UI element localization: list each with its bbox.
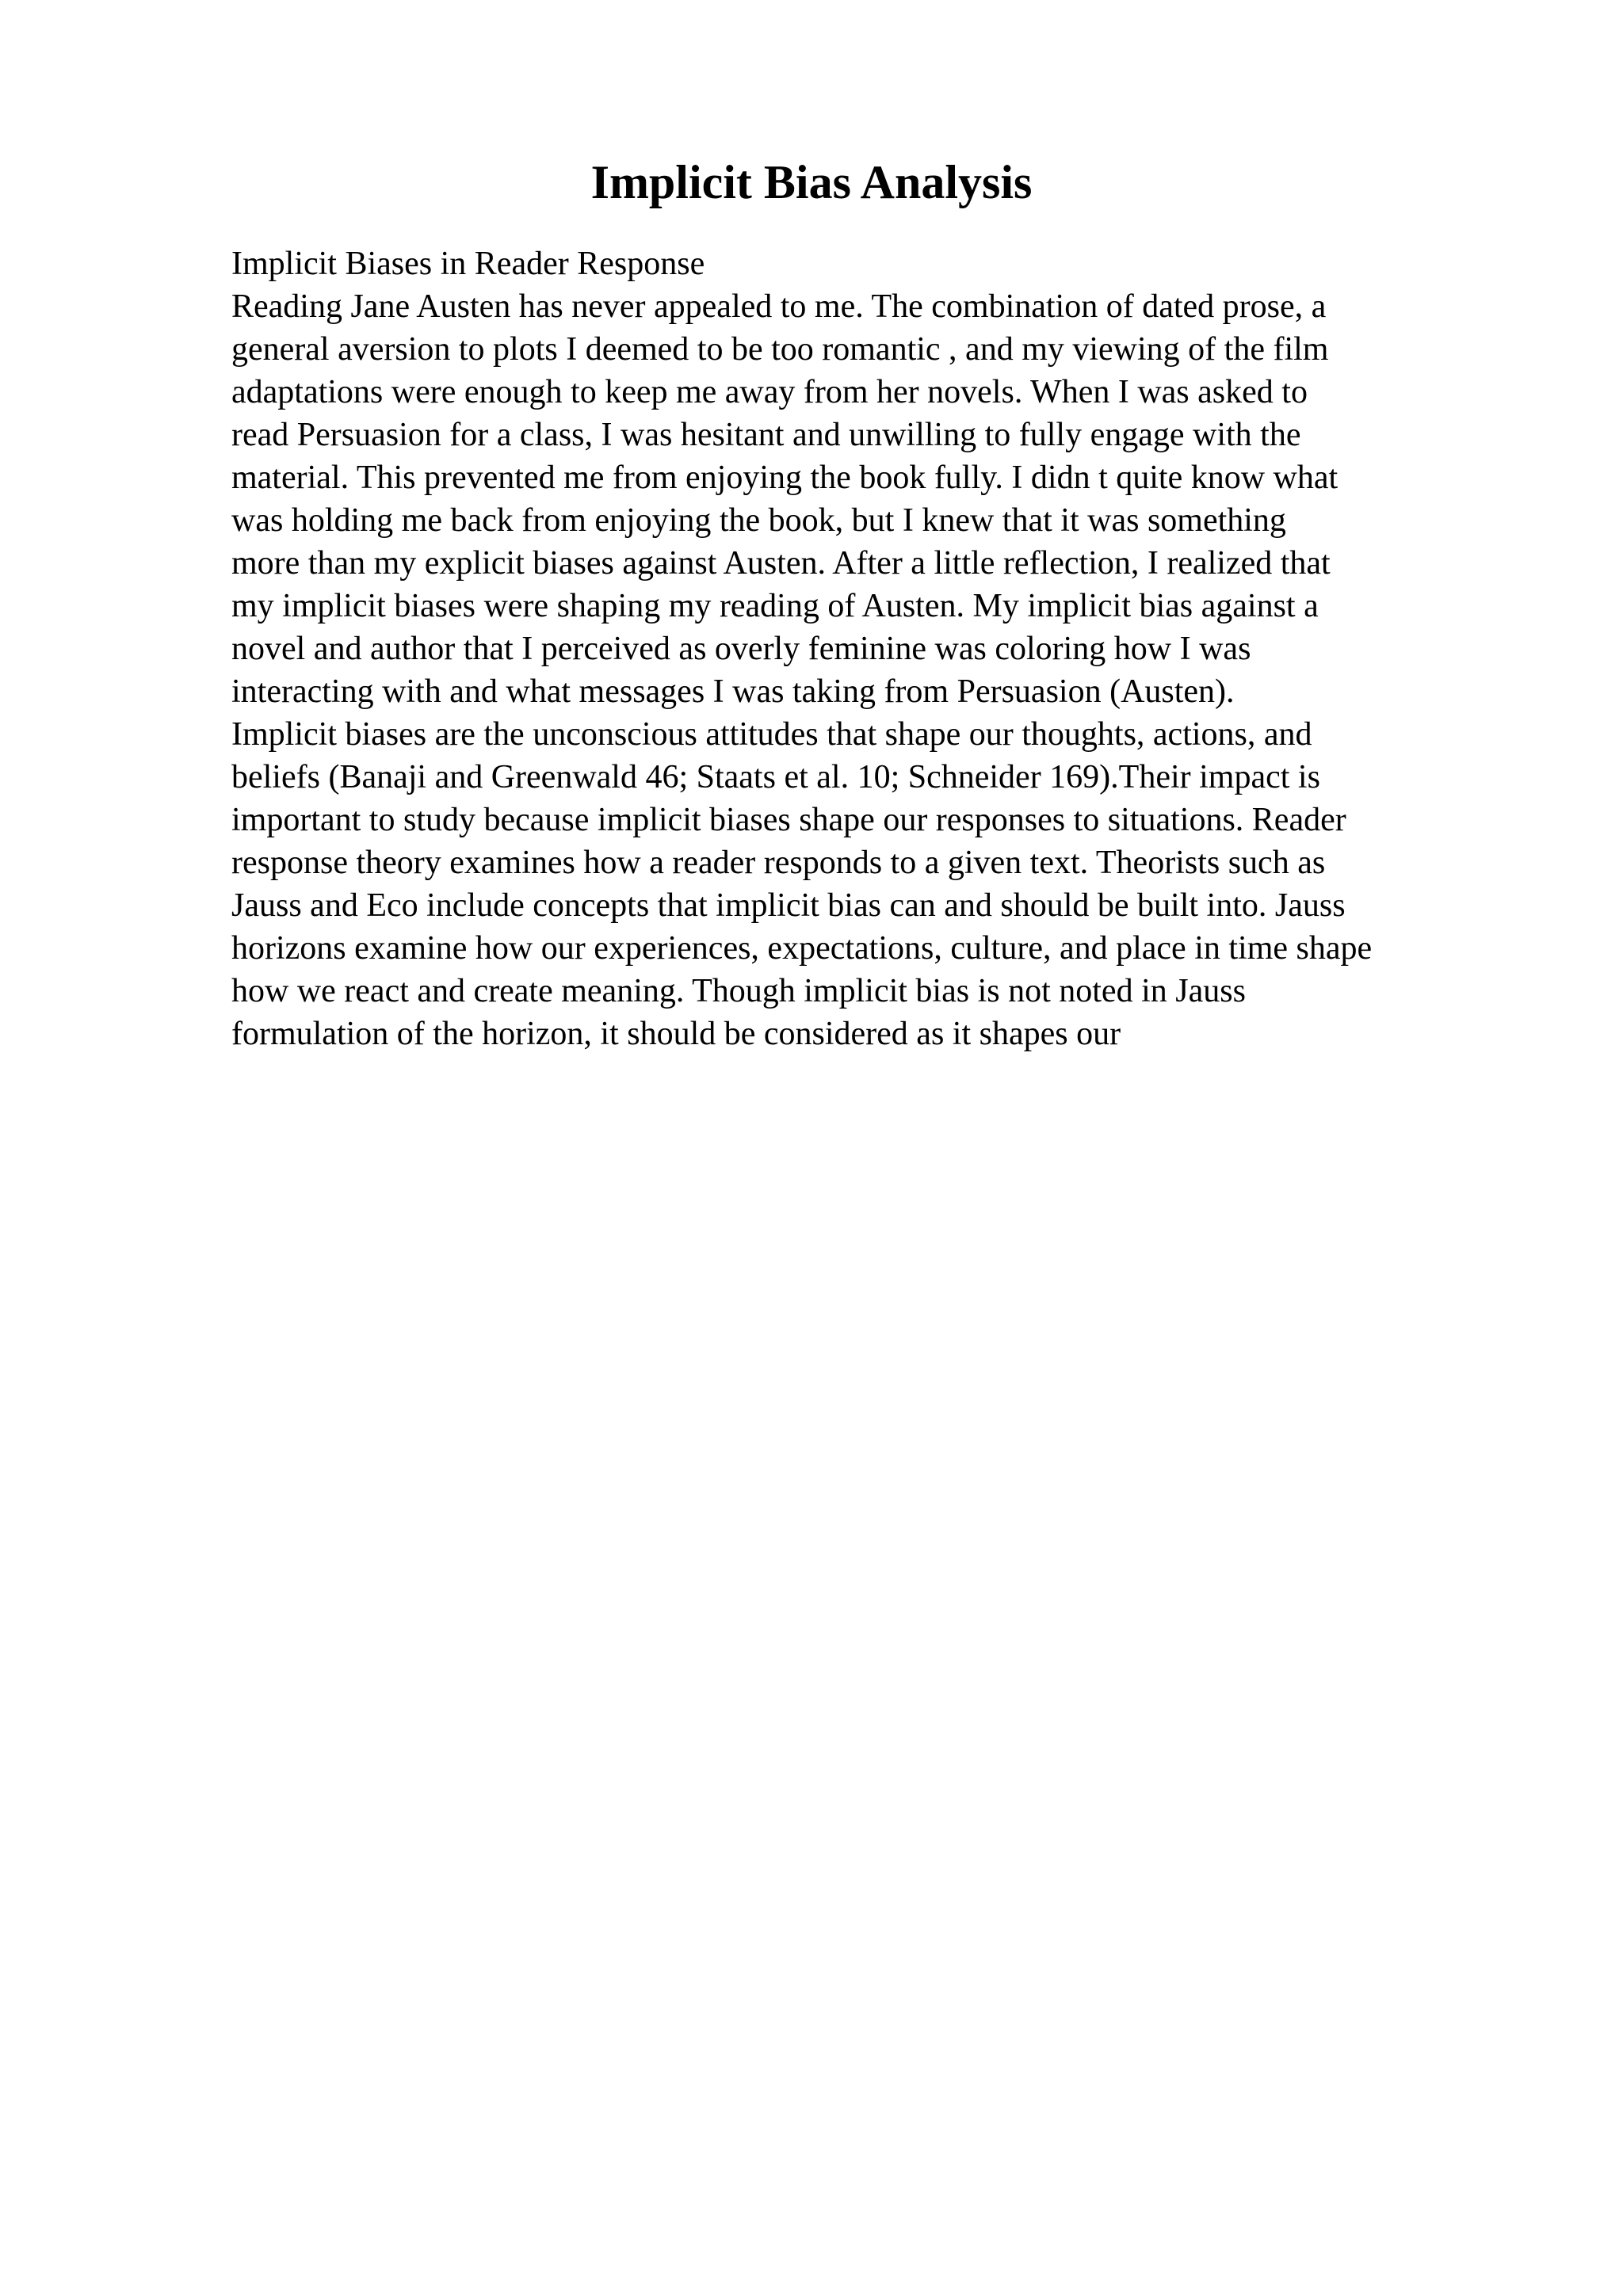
text-line: more than my explicit biases against Austen. After a little reflection, I realized that	[231, 545, 1331, 582]
text-line: Reading Jane Austen has never appealed to me. The combination of dated prose, a	[231, 288, 1327, 325]
text-line: material. This prevented me from enjoying the book fully. I didn t quite know what	[231, 460, 1338, 496]
text-line: formulation of the horizon, it should be considered as it shapes our	[231, 1016, 1121, 1052]
text-line: Jauss and Eco include concepts that implicit bias can and should be built into. Jauss	[231, 887, 1346, 924]
document-title: Implicit Bias Analysis	[590, 156, 1033, 208]
text-line: how we react and create meaning. Though implicit bias is not noted in Jauss	[231, 973, 1246, 1009]
subtitle-line: Implicit Biases in Reader Response	[231, 246, 705, 282]
text-line: response theory examines how a reader responds to a given text. Theorists such as	[231, 845, 1326, 881]
text-line: my implicit biases were shaping my reading of Austen. My implicit bias against a	[231, 588, 1319, 624]
text-line: interacting with and what messages I was taking from Persuasion (Austen).	[231, 673, 1235, 710]
text-line: adaptations were enough to keep me away from her novels. When I was asked to	[231, 374, 1308, 410]
text-line: was holding me back from enjoying the book, but I knew that it was something	[231, 502, 1286, 539]
text-line: read Persuasion for a class, I was hesitant and unwilling to fully engage with the	[231, 417, 1301, 453]
text-line: horizons examine how our experiences, expectations, culture, and place in time shape	[231, 930, 1373, 967]
text-line: beliefs (Banaji and Greenwald 46; Staats et al. 10; Schneider 169).Their impact is	[231, 759, 1320, 795]
text-line: Implicit biases are the unconscious attitudes that shape our thoughts, actions, and	[231, 716, 1312, 753]
text-line: general aversion to plots I deemed to be too romantic , and my viewing of the film	[231, 331, 1329, 368]
text-line: novel and author that I perceived as overly feminine was coloring how I was	[231, 631, 1251, 667]
text-line: important to study because implicit biases shape our responses to situations. Reader	[231, 802, 1346, 838]
document-body	[231, 242, 1515, 1055]
